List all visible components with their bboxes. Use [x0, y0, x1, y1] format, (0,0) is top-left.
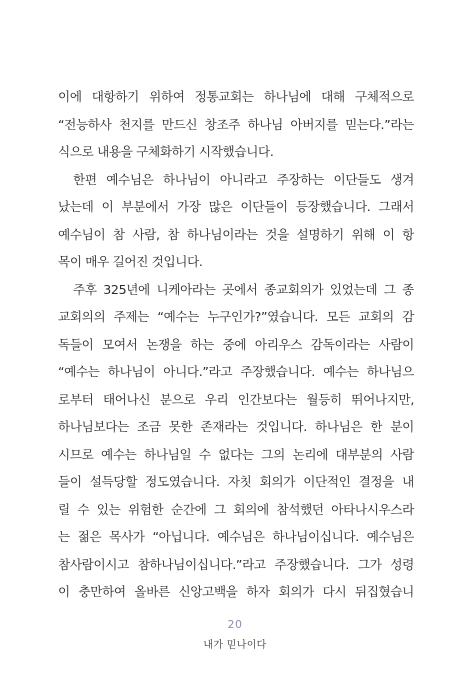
text-line: 로부터 태어나신 분으로 우리 인간보다는 월등히 뛰어나지만, [58, 391, 414, 407]
text-line: 이 충만하여 올바른 신앙고백을 하자 회의가 다시 뒤집혔습니 [58, 584, 414, 599]
body-text [58, 83, 414, 606]
page-number: 20 [227, 618, 243, 631]
text-line: 시므로 예수는 하나님일 수 없다는 그의 논리에 대부분의 사람 [58, 446, 414, 462]
text-line: 목이 매우 길어진 것입니다. [58, 254, 203, 269]
text-line: 이에 대항하기 위하여 정통교회는 하나님에 대해 구체적으로 [58, 89, 414, 104]
text-line: 주후 325년에 니케아라는 곳에서 종교회의가 있었는데 그 종 [73, 281, 414, 297]
text-line: 참사람이시고 참하나님이십니다.”라고 주장했습니다. 그가 성령 [58, 556, 414, 572]
text-line: 는 젊은 목사가 “아닙니다. 예수님은 하나님이십니다. 예수님은 [58, 529, 414, 544]
text-line: 식으로 내용을 구체화하기 시작했습니다. [58, 144, 274, 159]
text-line: 릴 수 있는 위험한 순간에 그 회의에 참석했던 아타나시우스라 [58, 501, 414, 517]
text-line: “전능하사 천지를 만드신 창조주 하나님 아버지를 믿는다.”라는 [58, 116, 414, 132]
text-line: 교회의의 주제는 “예수는 누구인가?”였습니다. 모든 교회의 감 [58, 309, 414, 324]
text-line: 들이 설득당할 정도였습니다. 자칫 회의가 이단적인 결정을 내 [58, 474, 414, 489]
text-line: “예수는 하나님이 아니다.”라고 주장했습니다. 예수는 하나님으 [58, 364, 414, 379]
text-line: 났는데 이 부분에서 가장 많은 이단들이 등장했습니다. 그래서 [58, 199, 414, 214]
text-line: 독들이 모여서 논쟁을 하는 중에 아리우스 감독이라는 사람이 [58, 336, 414, 352]
text-line: 예수님이 참 사람, 참 하나님이라는 것을 설명하기 위해 이 항 [58, 226, 414, 242]
text-line: 하나님보다는 조금 못한 존재라는 것입니다. 하나님은 한 분이 [58, 419, 414, 434]
text-line: 한편 예수님은 하나님이 아니라고 주장하는 이단들도 생겨 [73, 171, 414, 187]
running-footer-title: 내가 믿나이다 [203, 640, 267, 651]
